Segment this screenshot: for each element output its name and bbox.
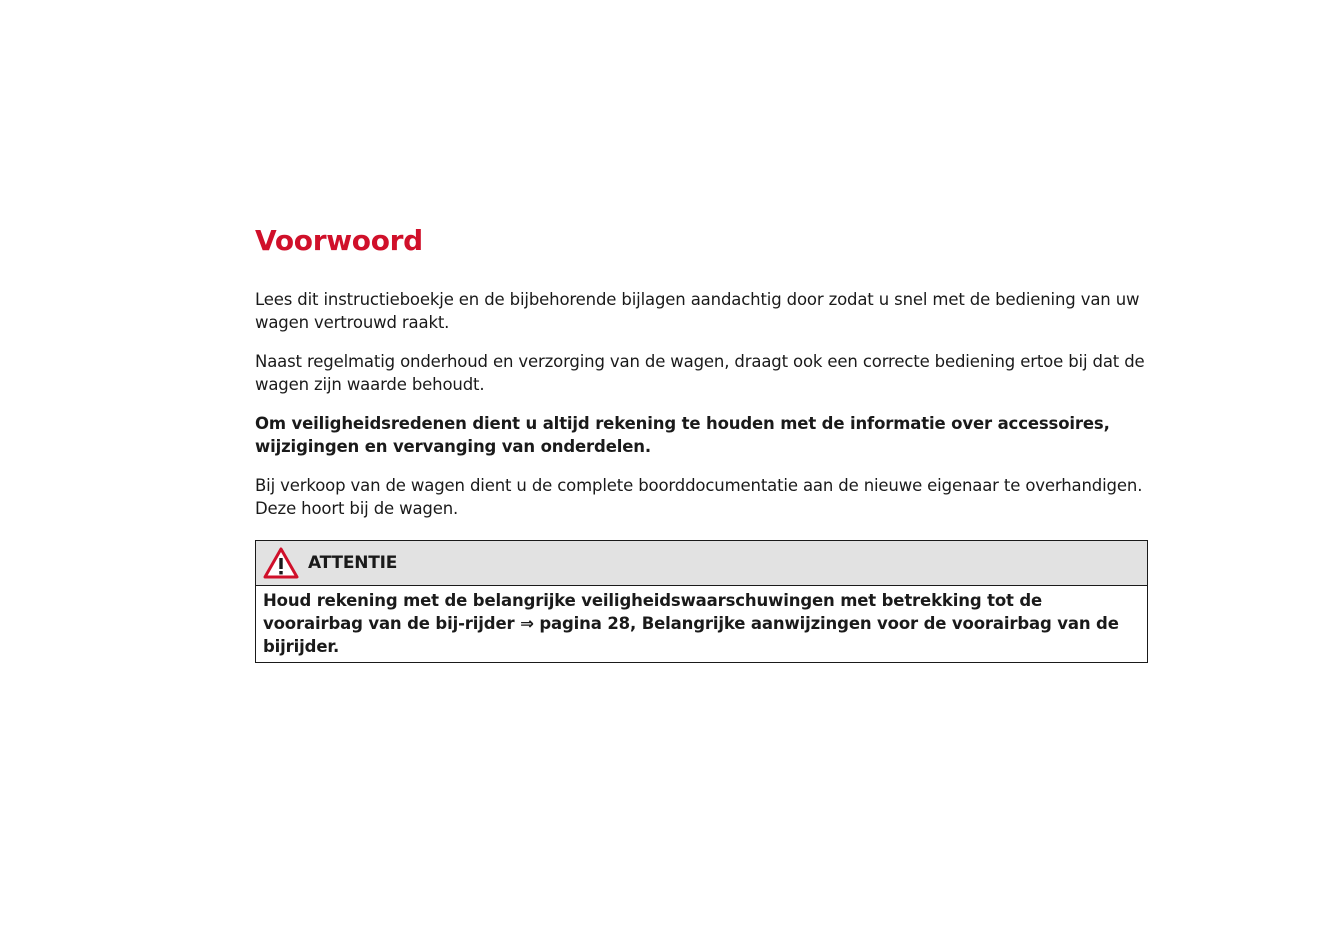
warning-notice-label: ATTENTIE	[308, 553, 398, 573]
warning-notice-header	[256, 541, 1147, 586]
warning-notice-text: Houd rekening met de belangrijke veiligheidswaarschuwingen met betrekking tot de voorairbag van de bij-rijder ⇒ pagina 28, Belangrijke aanwijzingen voor de voorairbag van de bijrijder.	[263, 591, 1119, 656]
warning-triangle-icon	[263, 547, 299, 579]
paragraph-intro: Lees dit instructieboekje en de bijbehorende bijlagen aandachtig door zodat u snel met de bediening van uw wagen vertrouwd raakt.	[255, 290, 1140, 332]
page-title: Voorwoord	[255, 224, 423, 257]
paragraph-sale: Bij verkoop van de wagen dient u de complete boorddocumentatie aan de nieuwe eigenaar te overhandigen. Deze hoort bij de wagen.	[255, 476, 1143, 518]
document-page	[255, 222, 1148, 663]
paragraph-maintenance: Naast regelmatig onderhoud en verzorging van de wagen, draagt ook een correcte bediening ertoe bij dat de wagen zijn waarde behoudt.	[255, 352, 1145, 394]
paragraph-safety: Om veiligheidsredenen dient u altijd rekening te houden met de informatie over accessoires, wijzigingen en vervanging van onderdelen.	[255, 414, 1110, 456]
warning-notice	[255, 540, 1148, 663]
document-body	[255, 288, 1148, 520]
